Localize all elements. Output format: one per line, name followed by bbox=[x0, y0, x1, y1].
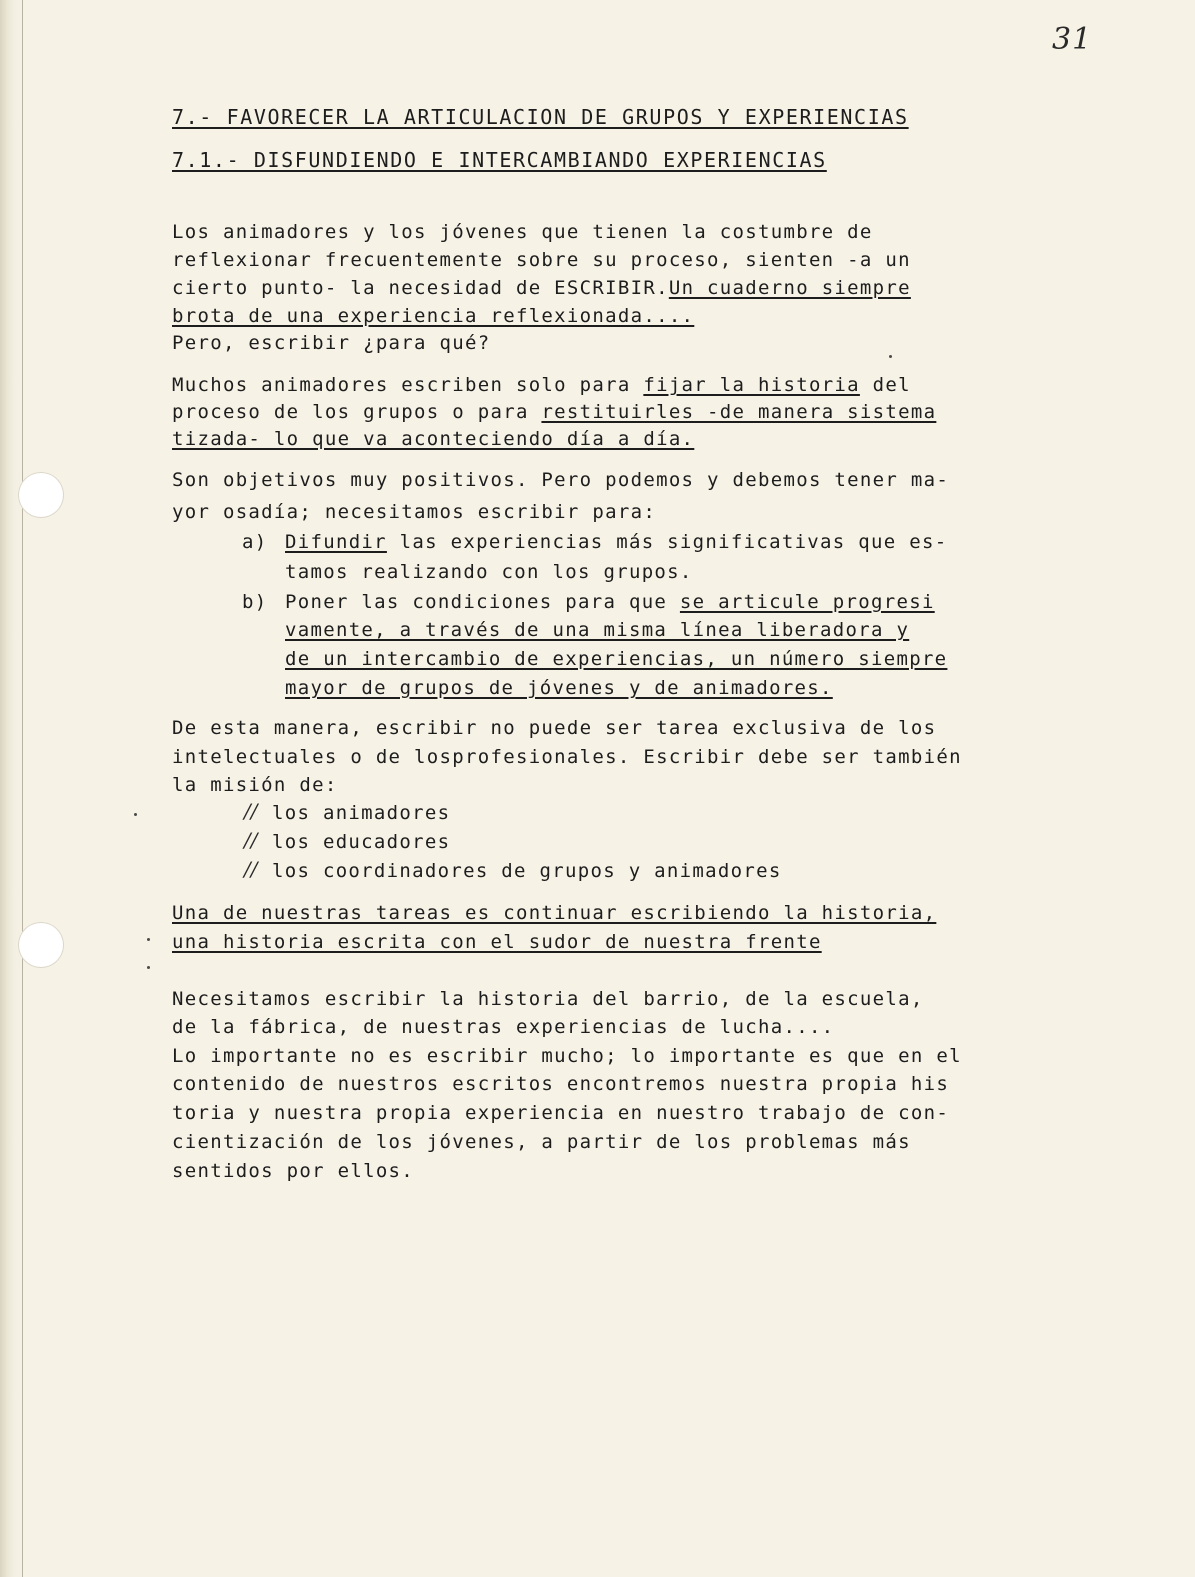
p1-line-3-text: cierto punto- la necesidad de ESCRIBIR. bbox=[172, 277, 669, 299]
subsection-heading: 7.1.- DISFUNDIENDO E INTERCAMBIANDO EXPERIENCIAS bbox=[172, 148, 827, 172]
item-b-label: b) bbox=[242, 591, 268, 613]
p4-line-2: intelectuales o de losprofesionales. Escribir debe ser también bbox=[172, 746, 962, 768]
section-heading: 7.- FAVORECER LA ARTICULACION DE GRUPOS Y EXPERIENCIAS bbox=[172, 105, 909, 129]
p1-line-3 bbox=[172, 276, 911, 300]
p1-line-3-underlined: Un cuaderno siempre bbox=[668, 277, 911, 299]
ink-speck bbox=[147, 966, 150, 969]
p2-line-1-underlined: fijar la historia bbox=[643, 374, 860, 396]
item-a-label: a) bbox=[242, 531, 268, 553]
page-edge-line bbox=[22, 0, 23, 1577]
item-b-line-2: vamente, a través de una misma línea liberadora y bbox=[285, 619, 910, 641]
item-a-line-1 bbox=[285, 530, 947, 554]
list-item: los educadores bbox=[272, 831, 451, 853]
p2-line-1 bbox=[172, 373, 911, 397]
p6-line-3: Lo importante no es escribir mucho; lo importante es que en el bbox=[172, 1045, 962, 1067]
item-a-line-2: tamos realizando con los grupos. bbox=[285, 561, 693, 583]
item-b-line-1-underlined: se articule progresi bbox=[679, 591, 935, 613]
p1-line-1: Los animadores y los jóvenes que tienen la costumbre de bbox=[172, 221, 873, 243]
p2-line-1-end: del bbox=[859, 374, 911, 396]
p1-line-5: Pero, escribir ¿para qué? bbox=[172, 332, 491, 354]
list-bullet-icon: // bbox=[244, 799, 258, 823]
list-item: los coordinadores de grupos y animadores bbox=[272, 860, 782, 882]
p2-line-2-text: proceso de los grupos o para bbox=[172, 401, 542, 423]
p4-line-3: la misión de: bbox=[172, 774, 338, 796]
p2-line-2 bbox=[172, 400, 936, 424]
p3-line-1: Son objetivos muy positivos. Pero podemos y debemos tener ma- bbox=[172, 469, 950, 491]
page-number: 31 bbox=[1052, 22, 1093, 57]
p2-line-2-underlined: restituirles -de manera sistema bbox=[541, 401, 937, 423]
p4-line-1: De esta manera, escribir no puede ser tarea exclusiva de los bbox=[172, 717, 937, 739]
p1-line-4: brota de una experiencia reflexionada.... bbox=[172, 305, 695, 327]
p6-line-4: contenido de nuestros escritos encontremos nuestra propia his bbox=[172, 1073, 950, 1095]
list-bullet-icon: // bbox=[244, 857, 258, 881]
list-item: los animadores bbox=[272, 802, 451, 824]
list-bullet-icon: // bbox=[244, 828, 258, 852]
p2-line-3: tizada- lo que va aconteciendo día a día. bbox=[172, 428, 695, 450]
ink-speck bbox=[134, 813, 137, 816]
item-b-line-3: de un intercambio de experiencias, un número siempre bbox=[285, 648, 948, 670]
punch-hole-bottom bbox=[18, 922, 64, 968]
p3-line-2: yor osadía; necesitamos escribir para: bbox=[172, 501, 657, 523]
p5-line-1: Una de nuestras tareas es continuar escribiendo la historia, bbox=[172, 902, 937, 924]
ink-speck bbox=[147, 938, 150, 941]
item-a-underlined: Difundir bbox=[285, 531, 387, 553]
item-a-line-1-text: las experiencias más significativas que es- bbox=[386, 531, 948, 553]
p6-line-2: de la fábrica, de nuestras experiencias de lucha.... bbox=[172, 1016, 835, 1038]
p6-line-5: toria y nuestra propia experiencia en nuestro trabajo de con- bbox=[172, 1102, 950, 1124]
p6-line-6: cientización de los jóvenes, a partir de los problemas más bbox=[172, 1131, 911, 1153]
item-b-line-1 bbox=[285, 590, 935, 614]
item-b-line-1-text: Poner las condiciones para que bbox=[285, 591, 680, 613]
p1-line-2: reflexionar frecuentemente sobre su proceso, sienten -a un bbox=[172, 249, 911, 271]
p6-line-7: sentidos por ellos. bbox=[172, 1160, 415, 1182]
p6-line-1: Necesitamos escribir la historia del barrio, de la escuela, bbox=[172, 988, 924, 1010]
p5-line-2: una historia escrita con el sudor de nuestra frente bbox=[172, 931, 822, 953]
ink-speck bbox=[889, 355, 892, 358]
punch-hole-top bbox=[18, 472, 64, 518]
p2-line-1-text: Muchos animadores escriben solo para bbox=[172, 374, 644, 396]
item-b-line-4: mayor de grupos de jóvenes y de animadores. bbox=[285, 677, 833, 699]
